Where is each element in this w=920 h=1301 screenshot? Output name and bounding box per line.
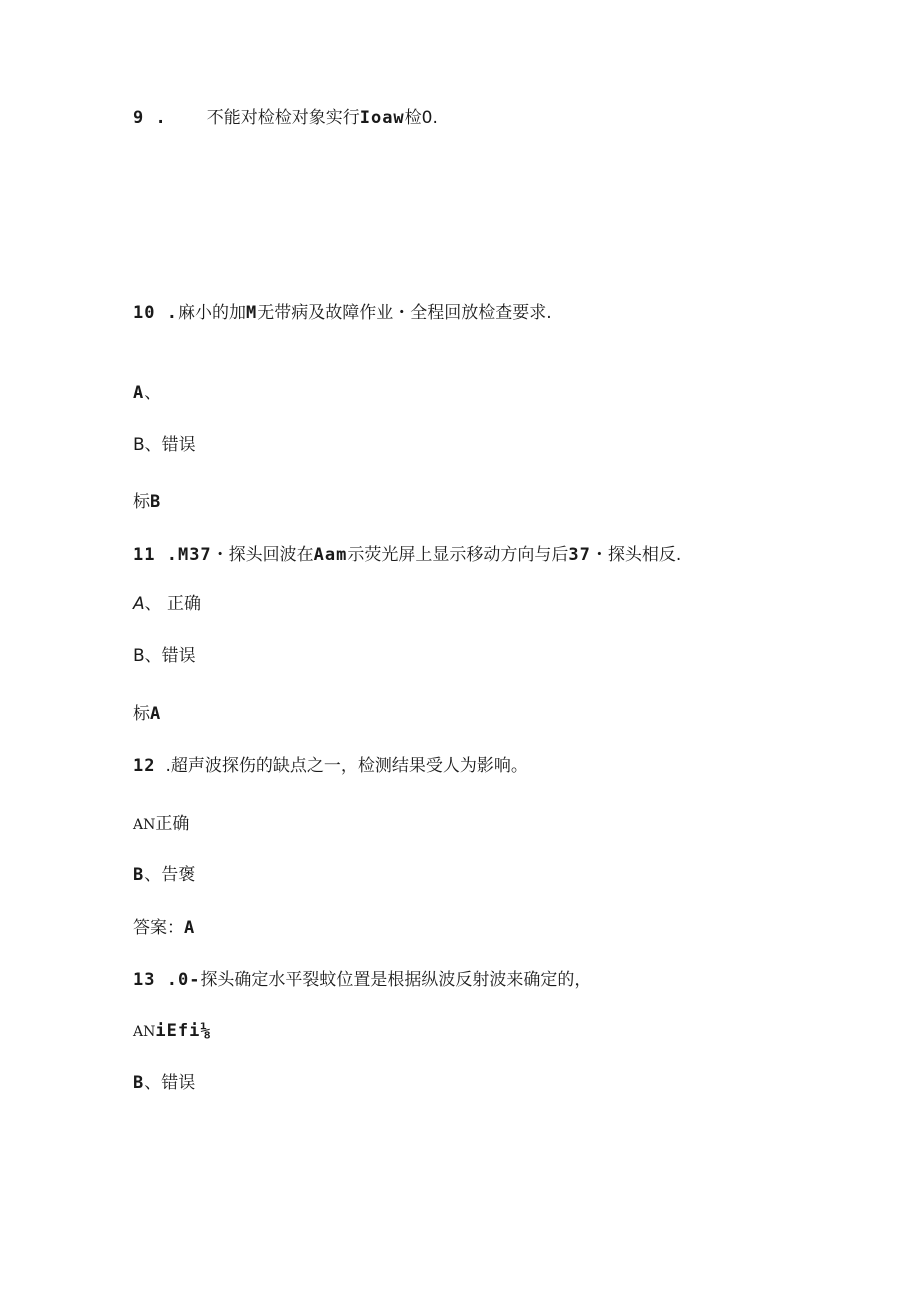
question-number: 13 . xyxy=(133,970,178,990)
option-label: AN xyxy=(133,1024,156,1040)
option-label: A xyxy=(133,594,145,614)
question-number: 9 . xyxy=(133,108,167,128)
question-text-latin: M xyxy=(245,303,258,323)
question-12-option-b xyxy=(133,864,195,886)
question-11-option-a xyxy=(133,593,201,615)
answer-value: A xyxy=(184,918,196,938)
question-12 xyxy=(133,755,528,777)
question-text: 探头确定水平裂蚊位置是根据纵波反射波来确定的， xyxy=(200,970,592,990)
option-text: 正确 xyxy=(155,814,190,834)
question-text: ・探头回波在 xyxy=(211,545,314,565)
answer-label: 标 xyxy=(133,704,150,724)
question-text: ・探头相反. xyxy=(590,545,682,565)
answer-label: 答案： xyxy=(133,918,184,938)
question-9 xyxy=(133,107,438,129)
question-13-option-a xyxy=(133,1020,212,1043)
option-text: 、错误 xyxy=(144,1073,196,1093)
question-13 xyxy=(133,969,591,991)
question-number: 11 . xyxy=(133,545,178,565)
option-label: A xyxy=(133,383,145,403)
option-text: 、错误 xyxy=(144,435,196,455)
question-text-latin: Aam xyxy=(313,545,348,565)
question-10 xyxy=(133,302,552,324)
option-text: 、告褒 xyxy=(144,865,196,885)
question-text: .超声波探伤的缺点之一，检测结果受人为影响。 xyxy=(165,756,528,776)
question-11-option-b xyxy=(133,645,196,667)
question-text: 检0. xyxy=(404,108,438,128)
question-text: 无带病及故障作业・全程回放检查要求. xyxy=(257,303,552,323)
question-11-answer xyxy=(133,703,161,725)
question-text: 麻小的加 xyxy=(177,303,246,323)
question-12-option-a xyxy=(133,813,189,836)
question-text-latin: Ioaw xyxy=(359,108,405,128)
question-11 xyxy=(133,544,681,566)
option-text: iEfi⅛ xyxy=(155,1021,212,1041)
answer-value: A xyxy=(150,704,162,724)
question-10-option-a xyxy=(133,382,161,404)
question-10-answer xyxy=(133,491,161,513)
option-text: 、 xyxy=(144,383,162,403)
question-12-answer xyxy=(133,917,195,939)
option-label: B xyxy=(133,1073,145,1093)
option-label: AN xyxy=(133,817,156,833)
question-text: 不能对检检对象实行 xyxy=(206,108,360,128)
option-label: B xyxy=(133,435,145,455)
question-text-latin: 37 xyxy=(568,545,591,565)
option-text: 、 正确 xyxy=(144,594,202,614)
option-label: B xyxy=(133,865,145,885)
question-text: 示荧光屏上显示移动方向与后 xyxy=(347,545,569,565)
option-text: 、错误 xyxy=(144,646,196,666)
question-10-option-b xyxy=(133,434,196,456)
question-text-latin: M37 xyxy=(177,545,212,565)
question-text-latin: 0- xyxy=(177,970,201,990)
option-label: B xyxy=(133,646,145,666)
question-number: 12 xyxy=(133,756,156,776)
answer-label: 标 xyxy=(133,492,150,512)
question-13-option-b xyxy=(133,1072,195,1094)
answer-value: B xyxy=(150,492,162,512)
question-number: 10 . xyxy=(133,303,178,323)
